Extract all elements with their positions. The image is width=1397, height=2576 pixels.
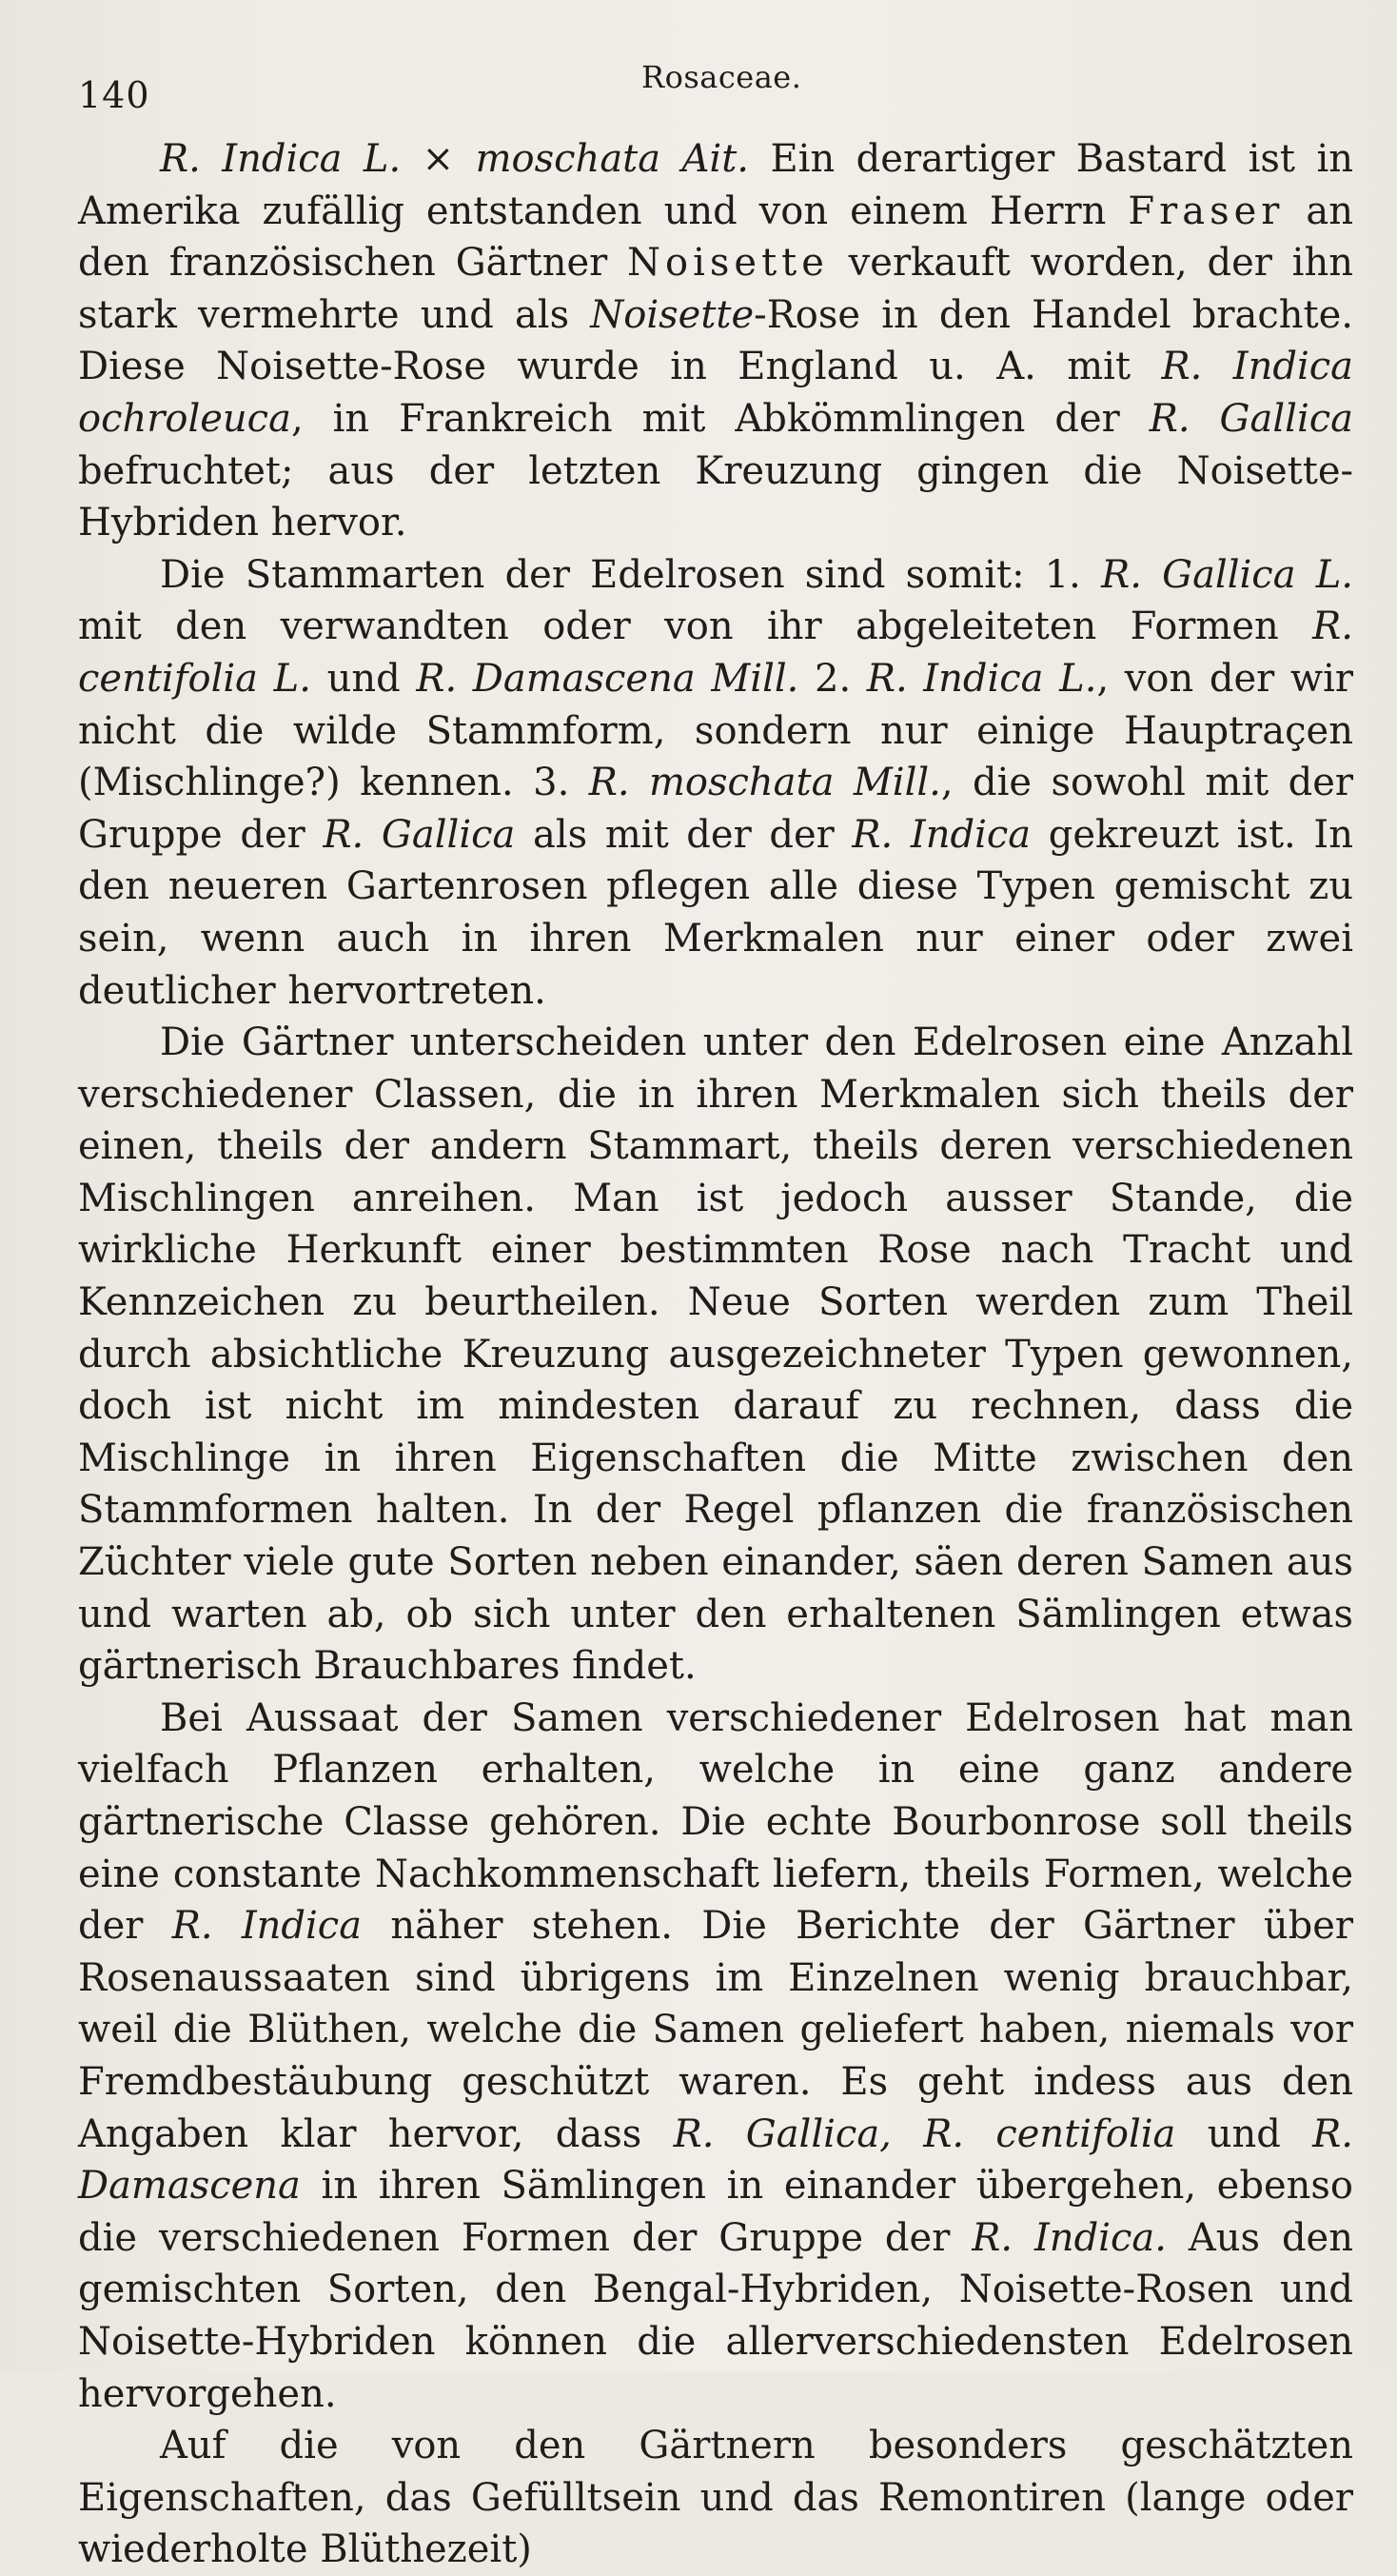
text-run: gekreuzt ist. In den neueren Gartenrosen pflegen alle diese Typen gemischt zu sein, wenn auch in ihren Merkmalen nur einer oder zwei deutlicher hervortreten. bbox=[78, 812, 1353, 1013]
text-run: Ein derartiger Bastard ist in Amerika zufällig entstanden und von einem Herrn bbox=[78, 137, 1353, 233]
italic-term: Noisette bbox=[590, 292, 755, 337]
italic-term: R. Gallica, R. centifolia bbox=[673, 2111, 1176, 2156]
text-run: in ihren Sämlingen in einander übergehen, ebenso die verschiedenen Formen der Gruppe der bbox=[78, 2164, 1353, 2260]
text-run: , von der wir nicht die wilde Stammform, sondern nur einige Hauptraçen (Mischlinge?) kennen. 3. bbox=[78, 656, 1354, 805]
italic-term: R. moschata Mill. bbox=[588, 761, 941, 805]
text-run: als mit der der bbox=[515, 812, 853, 857]
text-run: näher stehen. Die Berichte der Gärtner über Rosenaussaaten sind übrigens im Einzelnen wenig brauchbar, weil die Blüthen, welche die Samen geliefert haben, niemals vor Fremdbestäubung geschützt waren. Es geht indess aus den Angaben klar hervor, dass bbox=[78, 1904, 1353, 2156]
running-head-title: Rosaceae. bbox=[641, 59, 802, 95]
italic-term: R. Indica. bbox=[972, 2215, 1167, 2260]
text-run: Bei Aussaat der Samen verschiedener Edelrosen hat man vielfach Pflanzen erhalten, welche in eine ganz andere gärtnerische Classe gehören. Die echte Bourbonrose soll theils eine constante Nachkommenschaft liefern, theils Formen, welche der bbox=[78, 1695, 1353, 1949]
italic-term: R. Damascena bbox=[78, 2111, 1353, 2209]
italic-term: R. centifolia L. bbox=[78, 604, 1353, 701]
text-run: Die Stammarten der Edelrosen sind somit: 1. bbox=[160, 552, 1102, 597]
text-run: Aus den gemischten Sorten, den Bengal-Hybriden, Noisette-Rosen und Noisette-Hybriden können die allerverschiedensten Edelrosen hervorgehen. bbox=[78, 2215, 1353, 2416]
text-run: Auf die von den Gärtnern besonders geschätzten Eigenschaften, das Gefülltsein und das Remontiren (lange oder wiederholte Blüthezeit) bbox=[78, 2424, 1353, 2572]
text-run: mit den verwandten oder von ihr abgeleiteten Formen bbox=[78, 604, 1313, 649]
paragraph bbox=[78, 549, 1353, 1017]
italic-term: R. Indica bbox=[852, 812, 1032, 857]
text-run: und bbox=[310, 656, 417, 701]
body-text bbox=[78, 133, 1353, 2576]
italic-term: R. Indica L. bbox=[866, 656, 1097, 701]
italic-term: R. Damascena Mill. bbox=[416, 656, 799, 701]
text-run: an den französischen Gärtner bbox=[78, 188, 1353, 286]
italic-term: R. Indica ochroleuca bbox=[78, 345, 1353, 441]
text-run: 2. bbox=[798, 656, 867, 701]
italic-term: R. Gallica bbox=[323, 812, 516, 857]
paragraph bbox=[78, 1017, 1353, 1693]
italic-term: R. Gallica L. bbox=[1101, 552, 1354, 597]
paragraph bbox=[78, 133, 1353, 549]
running-head bbox=[0, 57, 1397, 124]
paragraph bbox=[78, 1693, 1353, 2420]
page-number: 140 bbox=[78, 74, 150, 116]
text-run: -Rose in den Handel brachte. Diese Noisette-Rose wurde in England u. A. mit bbox=[78, 292, 1353, 389]
text-run: und bbox=[1175, 2111, 1313, 2156]
italic-term: R. Gallica bbox=[1149, 396, 1353, 441]
text-run: Die Gärtner unterscheiden unter den Edelrosen eine Anzahl verschiedener Classen, die in ihren Merkmalen sich theils der einen, theils der andern Stammart, theils deren verschiedenen Mischlingen anreihen. Man ist jedoch ausser Stande, die wirkliche Herkunft einer bestimmten Rose nach Tracht und Kennzeichen zu beurtheilen. Neue Sorten werden zum Theil durch absichtliche Kreuzung ausgezeichneter Typen gewonnen, doch ist nicht im mindesten darauf zu rechnen, dass die Mischlinge in ihren Eigenschaften die Mitte zwischen den Stammformen halten. In der Regel pflanzen die französischen Züchter viele gute Sorten neben einander, säen deren Samen aus und warten ab, ob sich unter den erhaltenen Sämlingen etwas gärtnerisch Brauchbares findet. bbox=[78, 1020, 1353, 1689]
text-run: , die sowohl mit der Gruppe der bbox=[78, 761, 1353, 857]
italic-term: R. Indica L. × moschata Ait. bbox=[160, 137, 750, 181]
paragraph bbox=[78, 2420, 1353, 2576]
text-run: verkauft worden, der ihn stark vermehrte und als bbox=[78, 241, 1353, 337]
text-run: , in Frankreich mit Abkömmlingen der bbox=[290, 396, 1150, 441]
spaced-name: Noisette bbox=[627, 241, 829, 286]
text-run: befruchtet; aus der letzten Kreuzung gingen die Noisette-Hybriden hervor. bbox=[78, 448, 1353, 545]
italic-term: R. Indica bbox=[171, 1904, 363, 1949]
spaced-name: Fraser bbox=[1128, 188, 1285, 233]
